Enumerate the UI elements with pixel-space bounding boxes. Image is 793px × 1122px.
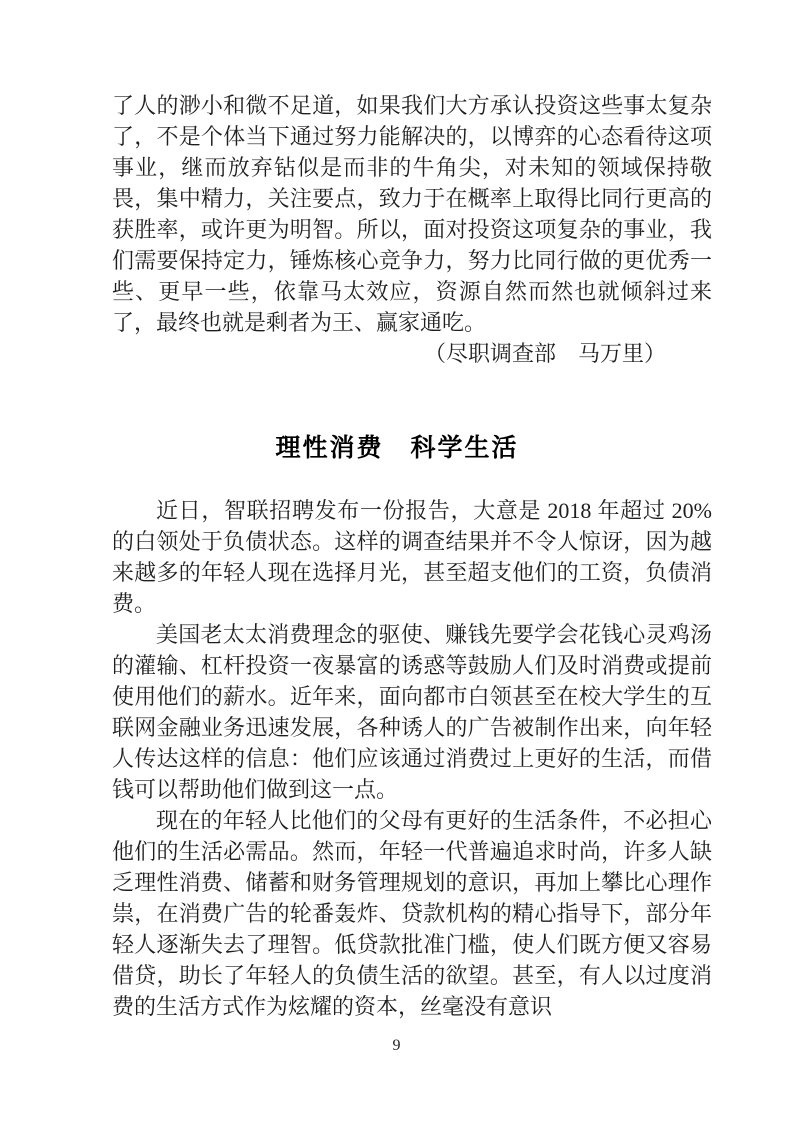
article-paragraph-2: 美国老太太消费理念的驱使、赚钱先要学会花钱心灵鸡汤的灌输、杠杆投资一夜暴富的诱惑等鼓励人们及时消费或提前使用他们的薪水。近年来，面向都市白领甚至在校大学生的互联网金融业务迅速发展，各种诱人的广告被制作出来，向年轻人传达这样的信息：他们应该通过消费过上更好的生活，而借钱可以帮助他们做到这一点。 <box>112 622 712 802</box>
page-number: 9 <box>392 1037 401 1054</box>
continuation-paragraph: 了人的渺小和微不足道，如果我们大方承认投资这些事太复杂了，不是个体当下通过努力能解决的，以博弈的心态看待这项事业，继而放弃钻似是而非的牛角尖，对未知的领域保持敬畏，集中精力，关注要点，致力于在概率上取得比同行更高的获胜率，或许更为明智。所以，面对投资这项复杂的事业，我们需要保持定力，锤炼核心竞争力，努力比同行做的更优秀一些、更早一些，依靠马太效应，资源自然而然也就倾斜过来了，最终也就是剩者为王、赢家通吃。 <box>112 93 712 335</box>
article-title: 理性消费 科学生活 <box>275 434 519 462</box>
attribution-line: （尽职调查部 马万里） <box>423 341 666 366</box>
article-paragraph-1: 近日，智联招聘发布一份报告，大意是 2018 年超过 20%的白领处于负债状态。这样的调查结果并不令人惊讶，因为越来越多的年轻人现在选择月光，甚至超支他们的工资，负债消费。 <box>112 498 712 616</box>
article-paragraph-3: 现在的年轻人比他们的父母有更好的生活条件，不必担心他们的生活必需品。然而，年轻一代普遍追求时尚，许多人缺乏理性消费、储蓄和财务管理规划的意识，再加上攀比心理作祟，在消费广告的轮番轰炸、贷款机构的精心指导下，部分年轻人逐渐失去了理智。低贷款批准门槛，使人们既方便又容易借贷，助长了年轻人的负债生活的欲望。甚至，有人以过度消费的生活方式作为炫耀的资本，丝毫没有意识 <box>112 808 712 1019</box>
document-content <box>112 90 712 1022</box>
